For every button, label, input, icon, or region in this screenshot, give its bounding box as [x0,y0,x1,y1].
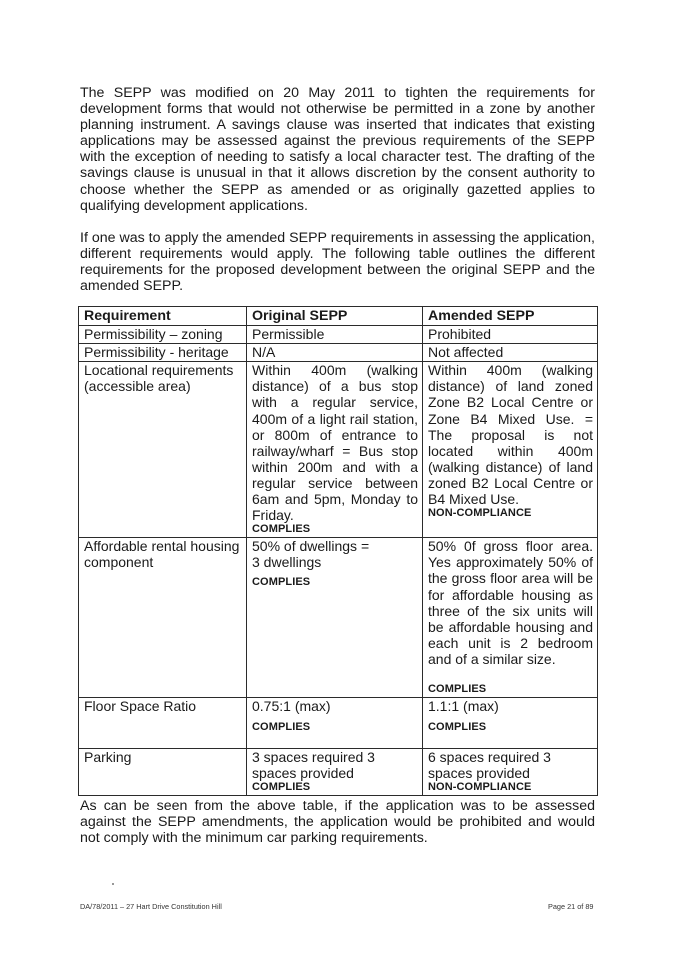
amended-cell [423,326,598,344]
footer-reference: DA/78/2011 – 27 Hart Drive Constitution Hill [80,902,222,911]
table-row [79,749,598,796]
amended-cell [423,344,598,362]
amended-status: COMPLIES [428,682,487,695]
original-text: Permissible [252,326,325,343]
amended-cell [423,538,598,698]
table-row [79,538,598,698]
requirement-cell [79,344,247,362]
requirement-cell [79,326,247,344]
requirement-label: Floor Space Ratio [84,697,197,714]
original-status: COMPLIES [252,721,311,734]
original-cell [247,344,423,362]
header-original-sepp: Original SEPP [247,307,423,326]
requirement-label: Locational requirements (accessible area) [84,362,234,395]
header-amended-sepp: Amended SEPP [423,307,598,326]
requirement-label: Permissibility - heritage [84,344,229,361]
original-cell [247,326,423,344]
original-status: COMPLIES [252,781,311,794]
amended-status: NON-COMPLIANCE [428,507,532,520]
original-cell [247,538,423,698]
requirements-table [78,306,598,796]
amended-text: 1.1:1 (max) [428,697,499,714]
amended-cell [423,362,598,538]
table-header-row [79,307,598,326]
amended-cell [423,697,598,748]
original-text: N/A [252,344,276,361]
original-status: COMPLIES [252,576,311,589]
requirement-label: Affordable rental housing component [84,538,240,571]
requirement-cell [79,749,247,796]
requirement-cell [79,697,247,748]
footer-page-number: Page 21 of 89 [548,902,594,911]
requirement-label: Permissibility – zoning [84,326,223,343]
table-row [79,344,598,362]
amended-text: Within 400m (walking distance) of land zoned Zone B2 Local Centre or Zone B4 Mixed Use. = The proposal is not located within 400m (walking distance) of land zoned B2 Local Centre or B4 Mixed Use. [428,362,593,508]
header-requirement: Requirement [79,307,247,326]
stray-mark [112,883,114,885]
amended-cell [423,749,598,796]
requirement-cell [79,538,247,698]
original-cell [247,362,423,538]
table-row [79,326,598,344]
original-cell [247,697,423,748]
amended-text: Prohibited [428,326,492,343]
amended-text: Not affected [428,344,504,361]
original-text: Within 400m (walking distance) of a bus stop with a regular service, 400m of a light rail station, or 800m of entrance to railway/wharf = Bus stop within 200m and with a regular service between 6am and 5pm, Monday to Friday. [252,362,418,524]
original-text: 0.75:1 (max) [252,697,331,714]
table-intro-paragraph: If one was to apply the amended SEPP requirements in assessing the application, different requirements would apply. The following table outlines the different requirements for the proposed development between the original SEPP and the amended SEPP. [80,230,595,295]
amended-status: NON-COMPLIANCE [428,781,532,794]
conclusion-paragraph: As can be seen from the above table, if the application was to be assessed against the SEPP amendments, the application would be prohibited and would not comply with the minimum car parking requirements. [80,798,595,847]
requirement-label: Parking [84,749,132,766]
table-row [79,697,598,748]
original-text: 3 spaces required 3 spaces provided [252,749,375,782]
table-row [79,362,598,538]
original-text: 50% of dwellings = 3 dwellings [252,538,370,571]
amended-text: 6 spaces required 3 spaces provided [428,749,551,782]
original-cell [247,749,423,796]
original-status: COMPLIES [252,523,311,536]
requirement-cell [79,362,247,538]
intro-paragraph: The SEPP was modified on 20 May 2011 to tighten the requirements for development forms that would not otherwise be permitted in a zone by another planning instrument. A savings clause was inserted that indicates that existing applications may be assessed against the previous requirements of the SEPP with the exception of needing to satisfy a local character test. The drafting of the savings clause is unusual in that it allows discretion by the consent authority to choose whether the SEPP as amended or as originally gazetted applies to qualifying development applications. [80,85,595,214]
amended-status: COMPLIES [428,721,487,734]
amended-text: 50% 0f gross floor area. Yes approximately 50% of the gross floor area will be for affordable housing as three of the six units will be affordable housing and each unit is 2 bedroom and of a similar size. [428,538,593,667]
